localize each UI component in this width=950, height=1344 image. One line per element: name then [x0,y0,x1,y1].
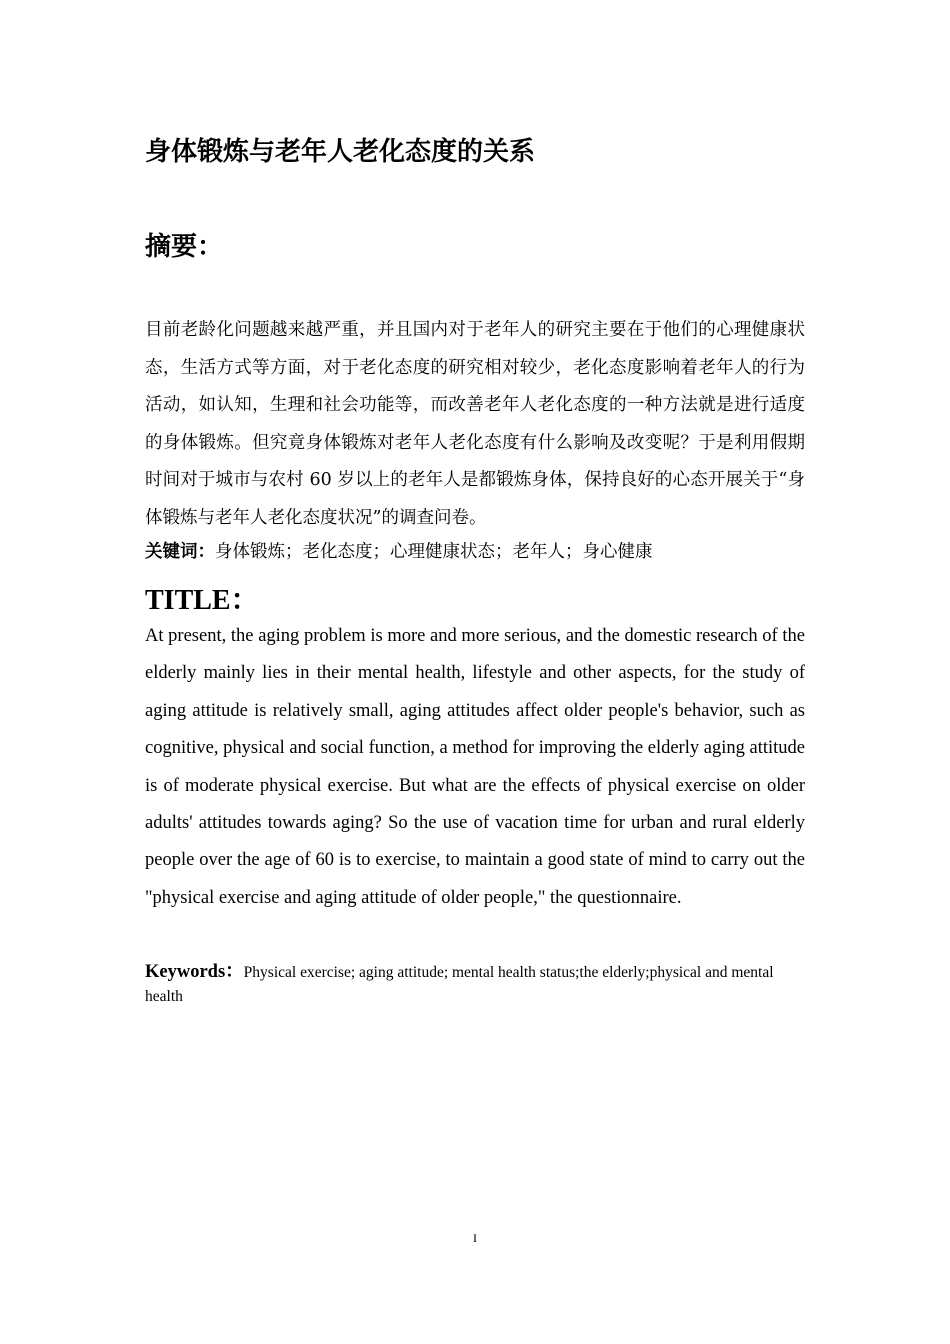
keywords-label-en: Keywords： [145,962,244,982]
page-title: 身体锻炼与老年人老化态度的关系 [145,137,536,167]
abstract-body-en: At present, the aging problem is more and more serious, and the domestic research of the elderly mainly lies in their mental health, lifestyle and other aspects, for the study of aging attitude is relatively small, aging attitudes affect older people's behavior, such as cognitive, physical and social function, a method for improving the elderly aging attitude is of moderate physical exercise. But what are the effects of physical exercise on older adults' attitudes towards aging? So the use of vacation time for urban and rural elderly people over the age of 60 is to exercise, to maintain a good state of mind to carry out the "physical exercise and aging attitude of older people," the questionnaire. [145,626,805,908]
keywords-value-zh: 身体锻炼；老化态度；心理健康状态；老年人；身心健康 [215,542,653,562]
keywords-value-en: Physical exercise; aging attitude; mental health status;the elderly;physical and mental health [145,964,774,1005]
keywords-label-zh: 关键词： [145,542,215,562]
title-heading-en: TITLE： [145,585,259,616]
abstract-heading-zh: 摘要： [145,232,224,262]
abstract-body-zh: 目前老龄化问题越来越严重，并且国内对于老年人的研究主要在于他们的心理健康状态，生活方式等方面，对于老化态度的研究相对较少，老化态度影响着老年人的行为活动，如认知，生理和社会功能等，而改善老年人老化态度的一种方法就是进行适度的身体锻炼。但究竟身体锻炼对老年人老化态度有什么影响及改变呢？于是利用假期时间对于城市与农村 60 岁以上的老年人是都锻炼身体，保持良好的心态开展关于“身体锻炼与老年人老化态度状况”的调查问卷。 [145,320,805,528]
keywords-zh [145,538,805,566]
page-number: I [473,1231,477,1245]
keywords-en [145,960,805,1009]
